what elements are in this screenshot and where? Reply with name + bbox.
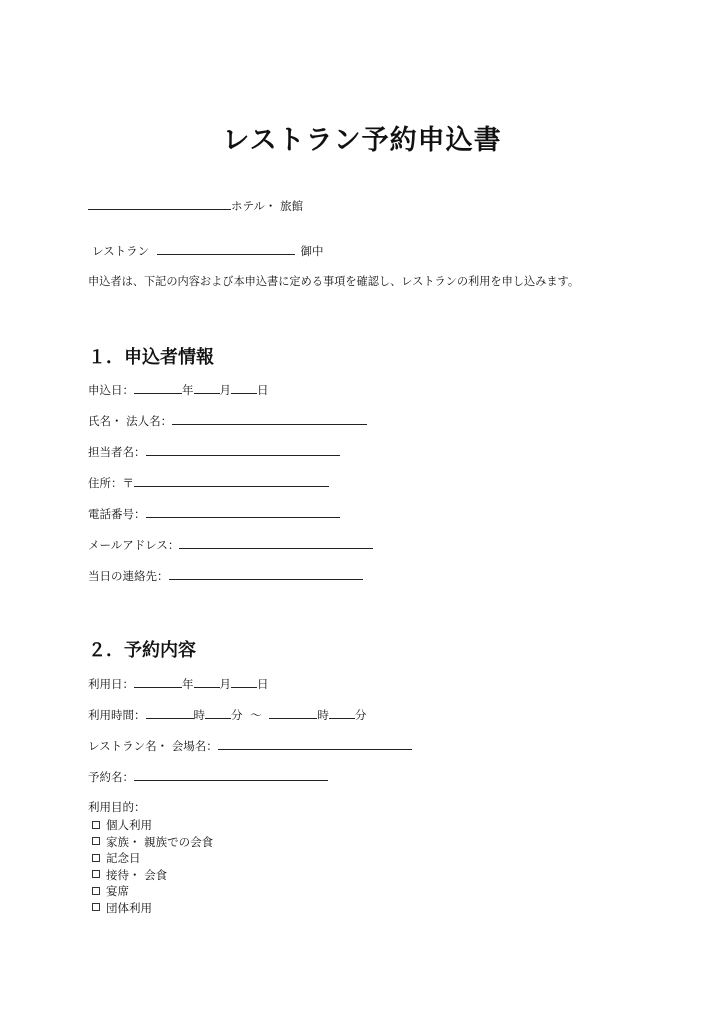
venue-row: [88, 738, 412, 753]
email-blank[interactable]: [179, 537, 373, 549]
use-month-blank[interactable]: [194, 676, 220, 688]
end-minute-blank[interactable]: [329, 707, 355, 719]
email-row: [88, 537, 373, 552]
application-date-label: 申込日：: [88, 383, 134, 397]
start-minute-label: 分: [231, 708, 243, 722]
month-label: 月: [219, 383, 231, 397]
restaurant-suffix: 御中: [300, 244, 324, 258]
email-label: メールアドレス：: [88, 538, 180, 552]
address-label: 住所：〒: [88, 476, 134, 490]
purpose-item-label: 個人利用: [106, 818, 152, 832]
time-range-tilde: ～: [250, 708, 262, 722]
use-year-blank[interactable]: [134, 676, 182, 688]
venue-blank[interactable]: [218, 738, 412, 750]
application-date-row: [88, 382, 269, 397]
section1-heading: １．申込者情報: [88, 347, 214, 368]
checkbox-icon[interactable]: [92, 903, 100, 911]
purpose-item[interactable]: [92, 883, 213, 900]
use-date-row: [88, 676, 269, 691]
checkbox-icon[interactable]: [92, 854, 100, 862]
purpose-item[interactable]: [92, 900, 213, 917]
purpose-item-label: 団体利用: [106, 900, 152, 915]
reservation-name-blank[interactable]: [134, 769, 328, 781]
hotel-line: [88, 198, 303, 213]
day-label: 日: [257, 383, 269, 397]
application-month-blank[interactable]: [194, 382, 220, 394]
person-label: 担当者名：: [88, 445, 146, 459]
restaurant-line: [92, 243, 323, 258]
name-blank[interactable]: [172, 413, 367, 425]
person-row: [88, 444, 340, 459]
contact-blank[interactable]: [169, 568, 363, 580]
purpose-item-label: 宴席: [106, 884, 129, 899]
purpose-checklist: [92, 817, 213, 917]
person-blank[interactable]: [146, 444, 340, 456]
restaurant-prefix: レストラン: [92, 244, 150, 258]
application-day-blank[interactable]: [231, 382, 257, 394]
start-hour-label: 時: [193, 708, 205, 722]
end-minute-label: 分: [354, 708, 367, 722]
contact-row: [88, 568, 363, 583]
use-day-label: 日: [257, 677, 269, 691]
hotel-suffix: ホテル・ 旅館: [231, 199, 304, 213]
reservation-name-row: [88, 769, 328, 784]
purpose-item-label: 家族・ 親族での会食: [106, 834, 214, 849]
checkbox-icon[interactable]: [92, 821, 100, 829]
section2-heading: ２．予約内容: [88, 640, 196, 661]
end-hour-blank[interactable]: [269, 707, 317, 719]
hotel-name-blank[interactable]: [88, 198, 231, 210]
restaurant-name-blank[interactable]: [157, 243, 295, 255]
phone-blank[interactable]: [146, 506, 340, 518]
use-date-label: 利用日：: [88, 677, 134, 691]
purpose-item[interactable]: [92, 867, 213, 884]
use-time-label: 利用時間：: [88, 708, 146, 722]
application-year-blank[interactable]: [134, 382, 182, 394]
year-label: 年: [182, 383, 194, 397]
address-blank[interactable]: [134, 475, 329, 487]
checkbox-icon[interactable]: [92, 870, 100, 878]
purpose-item-label: 接待・ 会食: [106, 867, 168, 882]
document-title: レストラン予約申込書: [222, 125, 502, 156]
start-hour-blank[interactable]: [146, 707, 194, 719]
end-hour-label: 時: [317, 708, 329, 722]
use-day-blank[interactable]: [231, 676, 257, 688]
use-month-label: 月: [219, 677, 231, 691]
reservation-name-label: 予約名：: [88, 770, 134, 784]
phone-row: [88, 506, 340, 521]
purpose-label: 利用目的：: [88, 800, 146, 814]
use-time-row: [88, 707, 366, 722]
purpose-item-label: 記念日: [106, 851, 141, 866]
checkbox-icon[interactable]: [92, 887, 100, 895]
contact-label: 当日の連絡先：: [88, 569, 169, 583]
start-minute-blank[interactable]: [205, 707, 231, 719]
venue-label: レストラン名・ 会場名：: [88, 739, 218, 753]
purpose-item[interactable]: [92, 817, 213, 834]
address-row: [88, 475, 329, 490]
use-year-label: 年: [182, 677, 194, 691]
purpose-item[interactable]: [92, 834, 213, 851]
name-label: 氏名・ 法人名：: [88, 414, 173, 428]
name-row: [88, 413, 367, 428]
purpose-item[interactable]: [92, 850, 213, 867]
intro-text: 申込者は、下記の内容および本申込書に定める事項を確認し、レストランの利用を申し込みます。: [88, 275, 580, 288]
checkbox-icon[interactable]: [92, 837, 100, 845]
phone-label: 電話番号：: [88, 507, 146, 521]
